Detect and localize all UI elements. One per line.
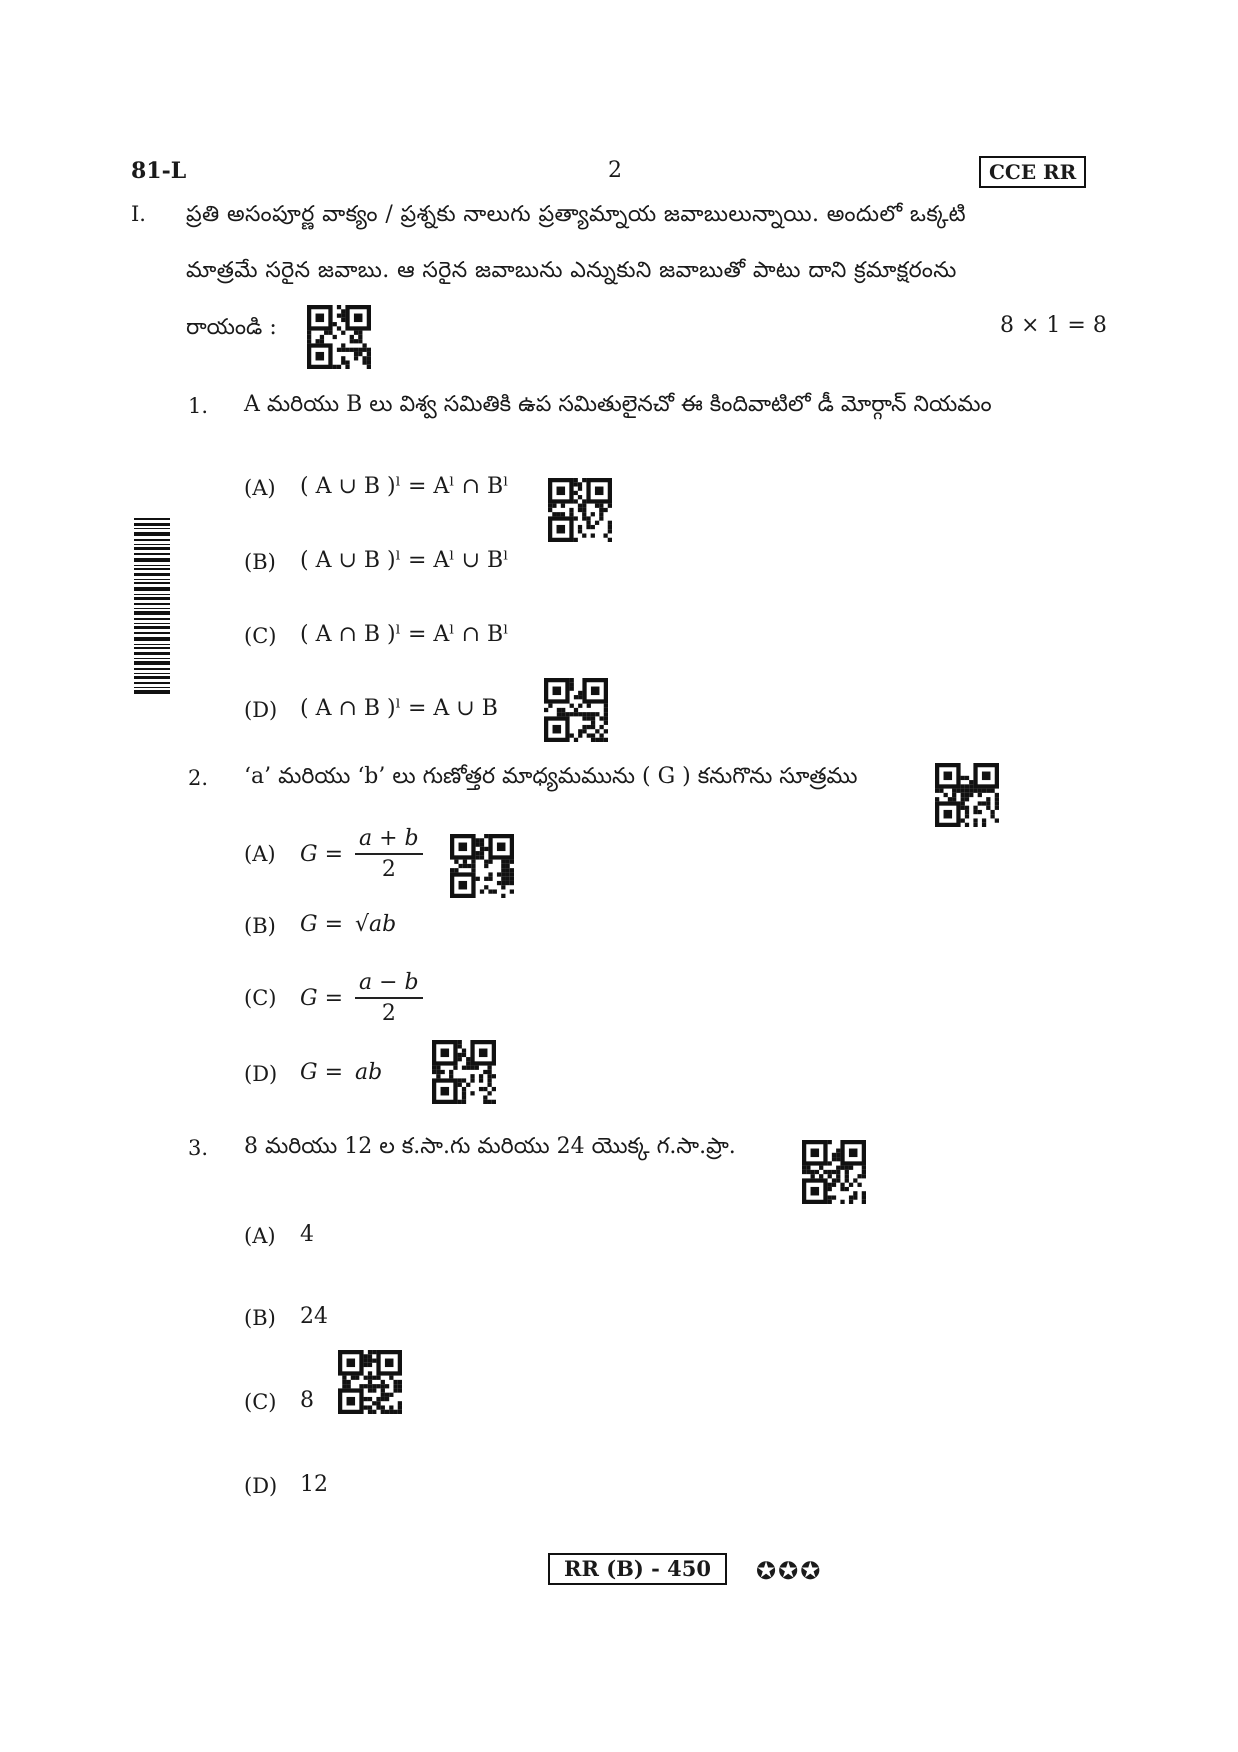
formula-rhs: √ab — [355, 912, 397, 937]
section-number: I. — [131, 202, 146, 226]
question-number: 1. — [188, 394, 209, 418]
option-label: (C) — [244, 624, 277, 648]
qr-code-icon — [802, 1140, 866, 1204]
option-label: (B) — [244, 914, 276, 938]
numerator: a − b — [355, 970, 423, 999]
instruction-line-2: మాత్రమే సరైన జవాబు. ఆ సరైన జవాబును ఎన్నుకుని జవాబుతో పాటు దాని క్రమాక్షరంను — [186, 258, 957, 283]
option-value: ( A ∪ B )ˡ = Aˡ ∪ Bˡ — [300, 548, 509, 573]
qr-code-icon — [307, 305, 371, 369]
exam-code-box: CCE RR — [979, 156, 1086, 188]
option-label: (C) — [244, 986, 277, 1010]
option-value: ( A ∪ B )ˡ = Aˡ ∩ Bˡ — [300, 474, 509, 499]
option-value — [300, 970, 423, 1026]
question-number: 3. — [188, 1136, 209, 1160]
option-label: (B) — [244, 550, 276, 574]
option-value: ( A ∩ B )ˡ = A ∪ B — [300, 696, 498, 721]
barcode-icon — [134, 518, 170, 694]
booklet-code-box: RR (B) - 450 — [548, 1553, 727, 1585]
option-label: (A) — [244, 842, 276, 866]
qr-code-icon — [338, 1350, 402, 1414]
option-label: (D) — [244, 1474, 278, 1498]
option-value: 4 — [300, 1222, 314, 1247]
option-label: (D) — [244, 1062, 278, 1086]
option-value — [300, 912, 396, 937]
numerator: a + b — [355, 826, 423, 855]
formula-lhs: G = — [300, 985, 344, 1011]
instruction-line-1: ప్రతి అసంపూర్ణ వాక్యం / ప్రశ్నకు నాలుగు ప్రత్యామ్నాయ జవాబులున్నాయి. అందులో ఒక్కటి — [186, 202, 967, 227]
option-value: 24 — [300, 1304, 328, 1329]
option-value: 8 — [300, 1388, 314, 1413]
denominator: 2 — [381, 857, 396, 882]
option-value: ( A ∩ B )ˡ = Aˡ ∩ Bˡ — [300, 622, 509, 647]
option-label: (A) — [244, 476, 276, 500]
option-label: (C) — [244, 1390, 277, 1414]
page-number: 2 — [608, 158, 622, 183]
instruction-line-3: రాయండి : — [186, 315, 277, 340]
question-number: 2. — [188, 766, 209, 790]
formula-lhs: G = — [300, 912, 344, 937]
qr-code-icon — [432, 1040, 496, 1104]
marks-allocation: 8 × 1 = 8 — [1000, 313, 1107, 338]
qr-code-icon — [544, 678, 608, 742]
option-value — [300, 826, 423, 882]
option-value: 12 — [300, 1472, 328, 1497]
question-text: 8 మరియు 12 ల క.సా.గు మరియు 24 యొక్క గ.సా.ప్రా. — [244, 1134, 736, 1159]
formula-lhs: G = — [300, 841, 344, 867]
question-text: ‘a’ మరియు ‘b’ లు గుణోత్తర మాధ్యమమును ( G ) కనుగొను సూత్రము — [244, 764, 858, 789]
fraction — [355, 970, 423, 1026]
paper-code: 81-L — [131, 158, 187, 184]
qr-code-icon — [548, 478, 612, 542]
formula-lhs: G = — [300, 1060, 344, 1085]
option-value — [300, 1060, 382, 1085]
option-label: (A) — [244, 1224, 276, 1248]
fraction — [355, 826, 423, 882]
option-label: (B) — [244, 1306, 276, 1330]
formula-rhs: ab — [355, 1060, 383, 1085]
decorative-stars-icon: ✪✪✪ — [756, 1557, 823, 1585]
question-text: A మరియు B లు విశ్వ సమితికి ఉప సమితులైనచో ఈ కిందివాటిలో డీ మోర్గాన్ నియమం — [244, 392, 992, 417]
denominator: 2 — [381, 1001, 396, 1026]
option-label: (D) — [244, 698, 278, 722]
qr-code-icon — [450, 834, 514, 898]
qr-code-icon — [935, 763, 999, 827]
